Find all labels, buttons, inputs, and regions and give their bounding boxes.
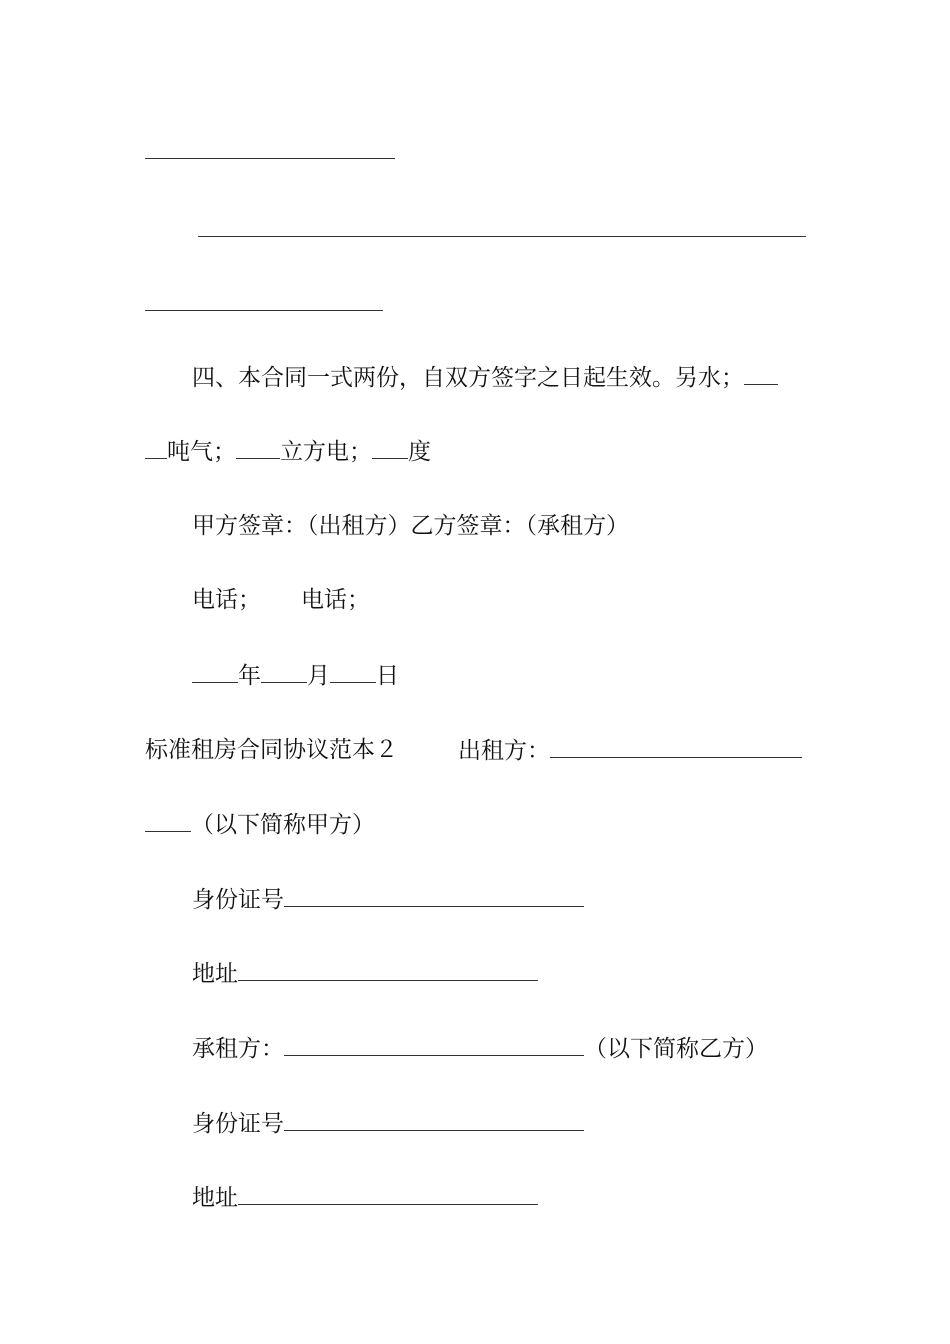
blank-line-2 (198, 236, 806, 237)
month-label: 月 (307, 663, 330, 689)
id-line-b (192, 1108, 584, 1138)
address-label-b: 地址 (192, 1185, 238, 1211)
id-line-a (192, 884, 584, 914)
section4-text-2: 吨气； (167, 439, 236, 465)
section4-line1 (192, 362, 778, 392)
blank-line-3 (145, 310, 383, 311)
water-blank-cont (145, 436, 167, 459)
water-blank (744, 362, 778, 385)
lessor-blank (550, 735, 802, 758)
party-b-signature-label: 乙方签章：（承租方） (410, 513, 629, 539)
lessee-suffix: （以下简称乙方） (584, 1036, 768, 1062)
section4-line2 (145, 436, 431, 466)
lessee-blank (284, 1033, 584, 1056)
gas-blank (236, 436, 280, 459)
template2-title-line (145, 735, 398, 765)
section4-text-1: 四、本合同一式两份，自双方签字之日起生效。另水； (192, 365, 744, 391)
id-blank-b (284, 1108, 584, 1131)
lessee-line (192, 1033, 768, 1063)
template2-title: 标准租房合同协议范本２ (145, 737, 398, 763)
id-blank-a (284, 884, 584, 907)
address-line-b (192, 1182, 538, 1212)
lessor-line-cont (145, 809, 375, 839)
year-label: 年 (238, 663, 261, 689)
blank-line-1 (145, 158, 395, 159)
day-blank (330, 660, 376, 683)
lessor-suffix: （以下简称甲方） (191, 812, 375, 838)
address-blank-b (238, 1182, 538, 1205)
electricity-blank (372, 436, 408, 459)
phone-label-a: 电话； (192, 587, 261, 613)
address-blank-a (238, 958, 538, 981)
lessor-label: 出租方： (458, 738, 550, 764)
id-label-a: 身份证号 (192, 887, 284, 913)
signature-line (192, 511, 629, 541)
phone-line (192, 585, 370, 615)
day-label: 日 (376, 663, 399, 689)
party-a-signature-label: 甲方签章：（出租方） (192, 513, 411, 539)
address-label-a: 地址 (192, 961, 238, 987)
lessor-blank-cont (145, 809, 191, 832)
year-blank (192, 660, 238, 683)
section4-text-3: 立方电； (280, 439, 372, 465)
section4-text-4: 度 (408, 439, 431, 465)
address-line-a (192, 958, 538, 988)
month-blank (261, 660, 307, 683)
lessee-label: 承租方： (192, 1036, 284, 1062)
date-line (192, 660, 399, 690)
phone-label-b: 电话； (301, 587, 370, 613)
id-label-b: 身份证号 (192, 1111, 284, 1137)
lessor-line (458, 735, 802, 765)
